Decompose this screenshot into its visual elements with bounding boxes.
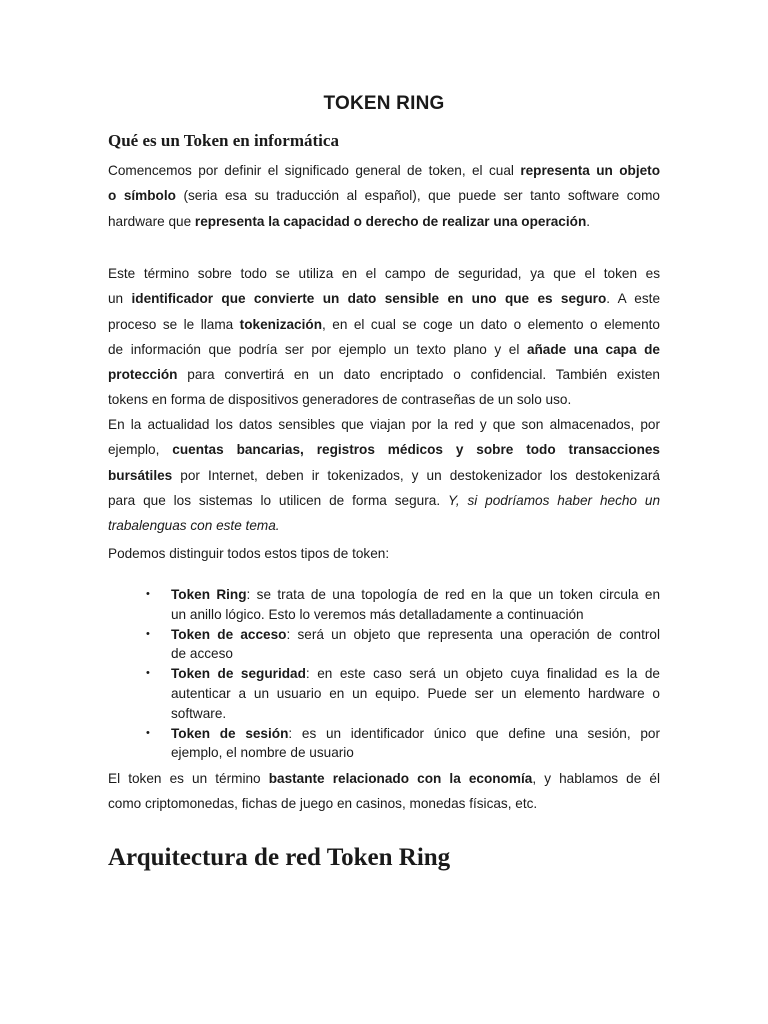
- bullet-icon: •: [146, 588, 150, 600]
- text-run: ejemplo,: [108, 442, 173, 458]
- bold-text: añade una capa de: [526, 341, 660, 357]
- text-line: software.: [171, 705, 227, 721]
- bold-text: representa la capacidad o derecho de realizar una operación: [194, 213, 587, 229]
- document-title: TOKEN RING: [323, 93, 445, 114]
- text-run: En la actualidad los datos sensibles que viajan por la red y que son almacenados, por: [108, 417, 660, 432]
- list-item-token-ring: [108, 585, 660, 625]
- list-item-token-seguridad: [108, 664, 660, 723]
- text-line: [108, 412, 660, 437]
- text-line: un anillo lógico. Esto lo veremos más detalladamente a continuación: [171, 606, 584, 622]
- text-line: Podemos distinguir todos estos tipos de token:: [108, 546, 390, 561]
- list-term: Token de sesión: [171, 725, 289, 741]
- text-line: [108, 183, 660, 208]
- text-run: , en el cual se coge un dato o elemento o elemento: [322, 316, 660, 332]
- list-term: Token Ring: [171, 587, 247, 602]
- text-run: (seria esa su traducción al español), que puede ser tanto software como: [175, 188, 660, 204]
- text-run: Comencemos por definir el significado general de token, el cual: [108, 163, 521, 178]
- text-run: : será un objeto que representa una operación de control: [286, 626, 660, 642]
- bullet-icon: •: [146, 627, 150, 640]
- text-line: autenticar a un usuario en un equipo. Puede ser un elemento hardware o: [171, 685, 660, 701]
- text-run: proceso se le llama: [108, 316, 240, 332]
- text-run: un: [108, 291, 132, 307]
- text-run: El token es un término: [108, 771, 269, 786]
- text-run: Este término sobre todo se utiliza en el campo de seguridad, ya que el token es: [108, 266, 660, 281]
- bold-text: identificador que convierte un dato sensible en uno que es seguro: [131, 291, 607, 307]
- italic-text: trabalenguas con este tema.: [108, 518, 280, 534]
- paragraph-economy: [108, 766, 660, 817]
- bold-text: o símbolo: [108, 188, 176, 204]
- text-line: [108, 312, 660, 337]
- text-run: : en este caso será un objeto cuya finalidad es la de: [305, 666, 660, 682]
- text-line: [108, 766, 660, 791]
- text-line: [108, 387, 660, 412]
- text-run: para que los sistemas lo utilicen de forma segura.: [108, 492, 448, 508]
- paragraph-definition: [108, 158, 660, 234]
- text-line: [108, 158, 660, 183]
- text-run: hardware que: [108, 213, 195, 229]
- text-run: por Internet, deben ir tokenizados, y un destokenizador los destokenizará: [172, 467, 660, 483]
- text-line: [108, 513, 660, 538]
- paragraph-token-types-intro: [108, 541, 660, 566]
- text-line: [108, 488, 660, 513]
- list-term: Token de acceso: [171, 626, 287, 642]
- text-run: : es un identificador único que define una sesión, por: [288, 725, 660, 741]
- bullet-icon: •: [146, 726, 150, 739]
- italic-text: Y, si podríamos haber hecho un: [448, 492, 660, 508]
- text-line: de acceso: [171, 646, 233, 662]
- text-run: de información que podría ser por ejemplo un texto plano y el: [108, 341, 527, 357]
- text-run: tokens en forma de dispositivos generadores de contraseñas de un solo uso.: [108, 392, 572, 408]
- text-line: [108, 209, 660, 234]
- text-line: [108, 261, 660, 286]
- section-heading-token-informatica: Qué es un Token en informática: [108, 131, 339, 150]
- text-run: para convertirá en un dato encriptado o confidencial. También existen: [177, 367, 660, 383]
- text-line: [171, 585, 660, 605]
- bold-text: protección: [108, 367, 178, 383]
- list-item-token-acceso: [108, 625, 660, 665]
- list-term: Token de seguridad: [171, 666, 306, 682]
- bold-text: bastante relacionado con la economía: [268, 771, 533, 786]
- bold-text: representa un objeto: [520, 163, 660, 178]
- text-line: [171, 664, 660, 684]
- paragraph-security: [108, 261, 660, 413]
- text-line: [108, 437, 660, 462]
- token-types-list: [108, 585, 660, 763]
- section-heading-arquitectura: Arquitectura de red Token Ring: [108, 844, 451, 871]
- bold-text: tokenización: [239, 316, 323, 332]
- bold-text: cuentas bancarias, registros médicos y sobre todo transacciones: [172, 442, 660, 458]
- text-run: .: [586, 213, 591, 229]
- text-run: , y hablamos de él: [532, 771, 660, 786]
- text-run: : se trata de una topología de red en la que un token circula en: [246, 587, 661, 602]
- bold-text: bursátiles: [108, 467, 173, 483]
- text-line: [108, 463, 660, 488]
- text-line: [108, 362, 660, 387]
- text-run: . A este: [606, 291, 661, 307]
- text-line: ejemplo, el nombre de usuario: [171, 745, 354, 761]
- text-line: [108, 286, 660, 311]
- text-line: [171, 625, 660, 645]
- bullet-icon: •: [146, 667, 150, 680]
- text-line: como criptomonedas, fichas de juego en casinos, monedas físicas, etc.: [108, 796, 538, 812]
- text-line: [108, 337, 660, 362]
- text-line: [171, 724, 660, 744]
- list-item-token-sesion: [108, 724, 660, 764]
- paragraph-sensitive-data: [108, 412, 660, 538]
